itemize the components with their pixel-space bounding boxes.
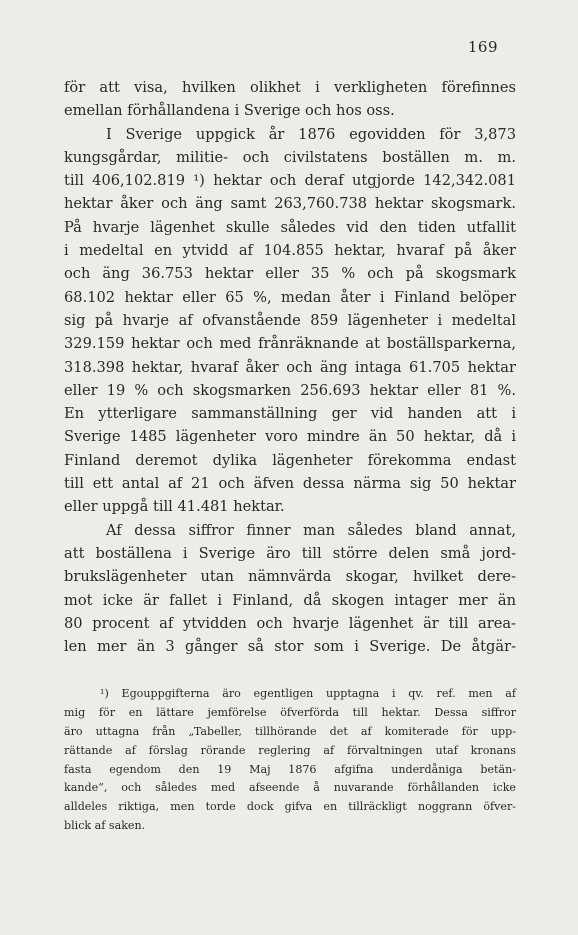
body-paragraphs [64, 76, 516, 658]
text-line: 329.159 hektar och med frånräknande at boställsparkerna, [64, 335, 516, 353]
text-line: till ett antal af 21 och äfven dessa närma sig 50 hektar [64, 475, 516, 493]
text-line: len mer än 3 gånger så stor som i Sverige. De åtgär- [64, 638, 516, 656]
text-line: I Sverige uppgick år 1876 egovidden för 3,873 [106, 125, 516, 143]
text-line: 80 procent af ytvidden och hvarje lägenhet är till area- [64, 614, 516, 632]
footnote-line: mig för en lättare jemförelse öfverförda till hektar. Dessa siffror [64, 705, 516, 719]
text-line: En ytterligare sammanställning ger vid handen att i [64, 405, 516, 423]
footnote-line: rättande af förslag rörande reglering af förvaltningen utaf kronans [64, 743, 516, 757]
footnote-line: äro uttagna från „Tabeller, tillhörande det af komiterade för upp- [64, 724, 516, 738]
text-line: eller uppgå till 41.481 hektar. [64, 498, 285, 516]
text-line: 318.398 hektar, hvaraf åker och äng intaga 61.705 hektar [64, 358, 516, 376]
footnote-line: fasta egendom den 19 Maj 1876 afgifna underdåniga betän- [64, 762, 516, 776]
text-line: hektar åker och äng samt 263,760.738 hektar skogsmark. [64, 195, 516, 213]
footnote-line: blick af saken. [64, 819, 146, 833]
text-line: På hvarje lägenhet skulle således vid den tiden utfallit [64, 218, 516, 236]
text-line: eller 19 % och skogsmarken 256.693 hektar eller 81 %. [64, 381, 516, 399]
text-line: till 406,102.819 ¹) hektar och deraf utgjorde 142,342.081 [64, 172, 516, 190]
footnote [64, 685, 516, 836]
text-line: 68.102 hektar eller 65 %, medan åter i Finland belöper [64, 288, 516, 306]
footnote-line: kande“, och således med afseende å nuvarande förhållanden icke [64, 781, 516, 795]
page-number: 169 [467, 38, 498, 56]
text-line: kungsgårdar, militie- och civilstatens boställen m. m. [64, 148, 516, 166]
text-line: Af dessa siffror finner man således bland annat, [106, 521, 516, 539]
text-line: emellan förhållandena i Sverige och hos oss. [64, 102, 395, 120]
text-line: Finland deremot dylika lägenheter förekomma endast [64, 451, 516, 469]
text-line: att boställena i Sverige äro till större delen små jord- [64, 544, 516, 562]
footnote-line: alldeles riktiga, men torde dock gifva en tillräckligt noggrann öfver- [64, 800, 516, 814]
footnote-line: ¹) Egouppgifterna äro egentligen upptagna i qv. ref. men af [100, 687, 516, 700]
text-line: Sverige 1485 lägenheter voro mindre än 50 hektar, då i [64, 428, 516, 446]
text-line: brukslägenheter utan nämnvärda skogar, hvilket dere- [64, 568, 516, 586]
text-line: och äng 36.753 hektar eller 35 % och på skogsmark [64, 265, 516, 283]
text-line: i medeltal en ytvidd af 104.855 hektar, hvaraf på åker [64, 242, 516, 260]
text-line: sig på hvarje af ofvanstående 859 lägenheter i medeltal [64, 311, 516, 329]
text-line: för att visa, hvilken olikhet i verkligheten förefinnes [64, 79, 516, 96]
text-line: mot icke är fallet i Finland, då skogen intager mer än [64, 591, 516, 609]
